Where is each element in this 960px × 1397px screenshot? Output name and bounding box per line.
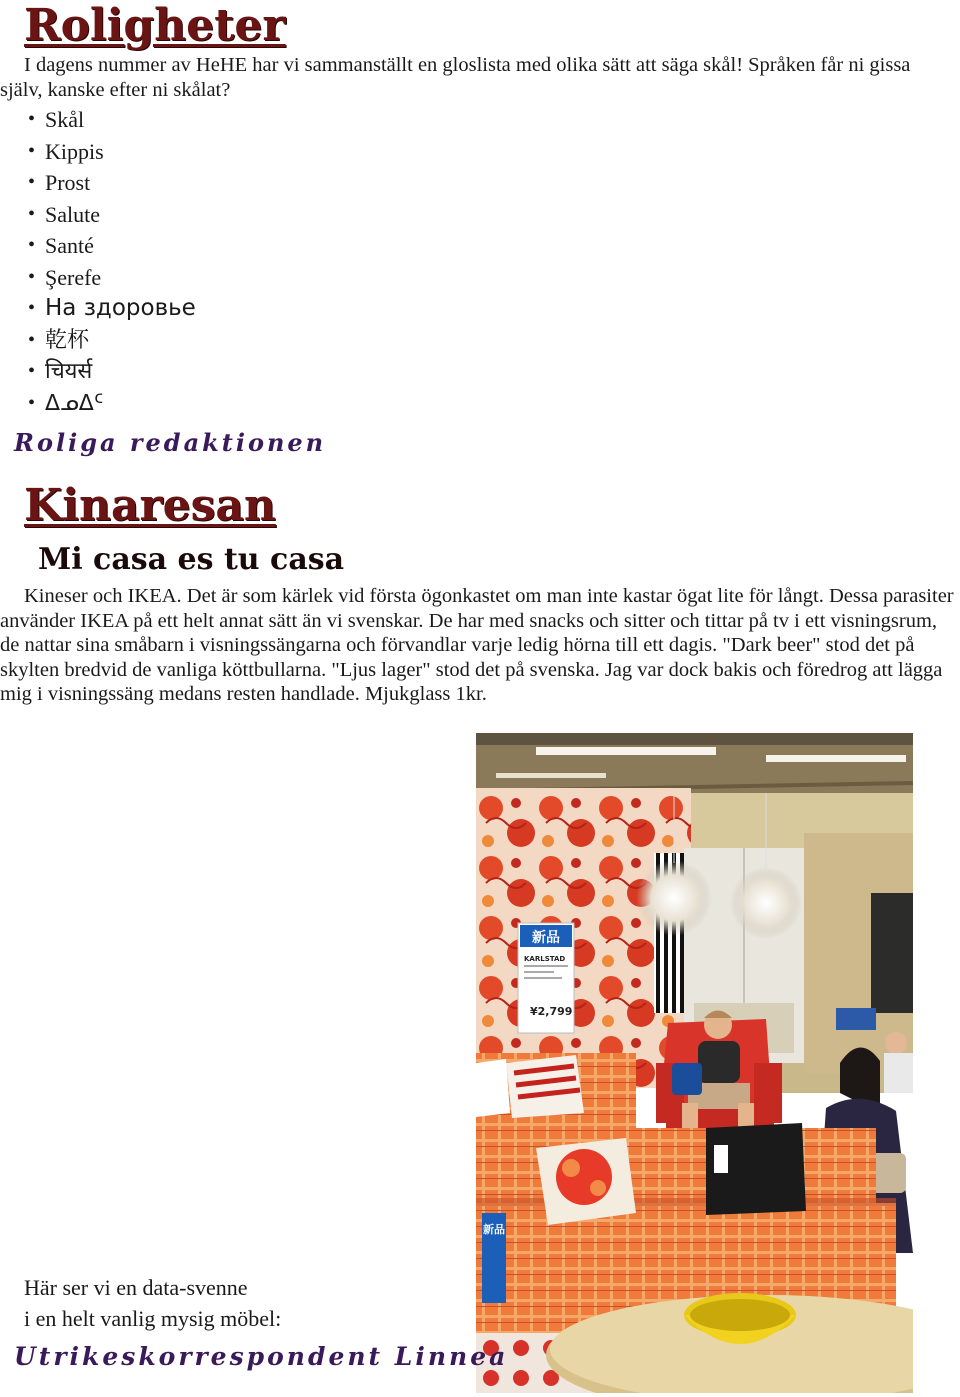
- bullet-icon: •: [28, 108, 36, 130]
- bullet-icon: •: [28, 391, 36, 414]
- svg-text:新品: 新品: [483, 1223, 505, 1236]
- list-item: • Salute: [28, 199, 196, 231]
- bullet-icon: •: [28, 297, 36, 319]
- article-body: Kineser och IKEA. Det är som kärlek vid första ögonkastet om man inte kastar ögat lite för långt. Dessa parasiter använder IKEA på ett helt annat sätt än vi svenskar. De har med snacks och sitter och tittar på tv i ett visningsrum, de nattar sina småbarn i visningssängarna och förvandlar varje ledig hörna till ett dagis. "Dark beer" stod det på skylten bredvid de vanliga köttbullarna. "Ljus lager" stod det på svenska. Jag var dock bakis och föredrog att lägga mig i visningssäng medans resten handlade. Mjukglass 1kr.: [0, 585, 954, 705]
- bullet-icon: •: [28, 234, 36, 256]
- list-item: • चियर्स: [28, 356, 196, 388]
- list-item: • На здоровье: [28, 293, 196, 325]
- kinaresan-signature: Utrikeskorrespondent Linnea: [14, 1342, 509, 1371]
- svg-text:¥2,799: ¥2,799: [530, 1005, 573, 1018]
- ikea-showroom-photo: [476, 733, 913, 1393]
- list-item: • Şerefe: [28, 262, 196, 294]
- section-title-roligheter: Roligheter: [24, 0, 286, 51]
- photo-caption-line2: i en helt vanlig mysig möbel:: [24, 1306, 282, 1331]
- list-item: • ᐃᓄᐃᑦ: [28, 388, 196, 420]
- list-item: • Kippis: [28, 136, 196, 168]
- list-item: • Santé: [28, 230, 196, 262]
- svg-text:新品: 新品: [532, 930, 560, 946]
- bullet-icon: •: [28, 202, 36, 225]
- bullet-icon: •: [28, 360, 36, 382]
- bullet-icon: •: [28, 171, 36, 193]
- article-subtitle: Mi casa es tu casa: [38, 542, 345, 577]
- roligheter-intro: I dagens nummer av HeHE har vi sammanställt en gloslista med olika sätt att säga skål! Språken får ni gissa själv, kanske efter ni skålat?: [0, 54, 911, 101]
- list-item: • Skål: [28, 104, 196, 136]
- bullet-icon: •: [28, 265, 36, 288]
- bullet-icon: •: [28, 139, 36, 162]
- price-sign: [518, 923, 574, 1033]
- roligheter-signature: Roliga redaktionen: [14, 428, 327, 457]
- toast-word-list: [28, 104, 196, 419]
- bullet-icon: •: [28, 328, 36, 351]
- list-item: • Prost: [28, 167, 196, 199]
- list-item: • 乾杯: [28, 325, 196, 357]
- svg-text:KARLSTAD: KARLSTAD: [524, 955, 566, 963]
- section-title-kinaresan: Kinaresan: [24, 480, 276, 531]
- sofa-price-tag: [482, 1213, 506, 1303]
- photo-caption-line1: Här ser vi en data-svenne: [24, 1275, 248, 1300]
